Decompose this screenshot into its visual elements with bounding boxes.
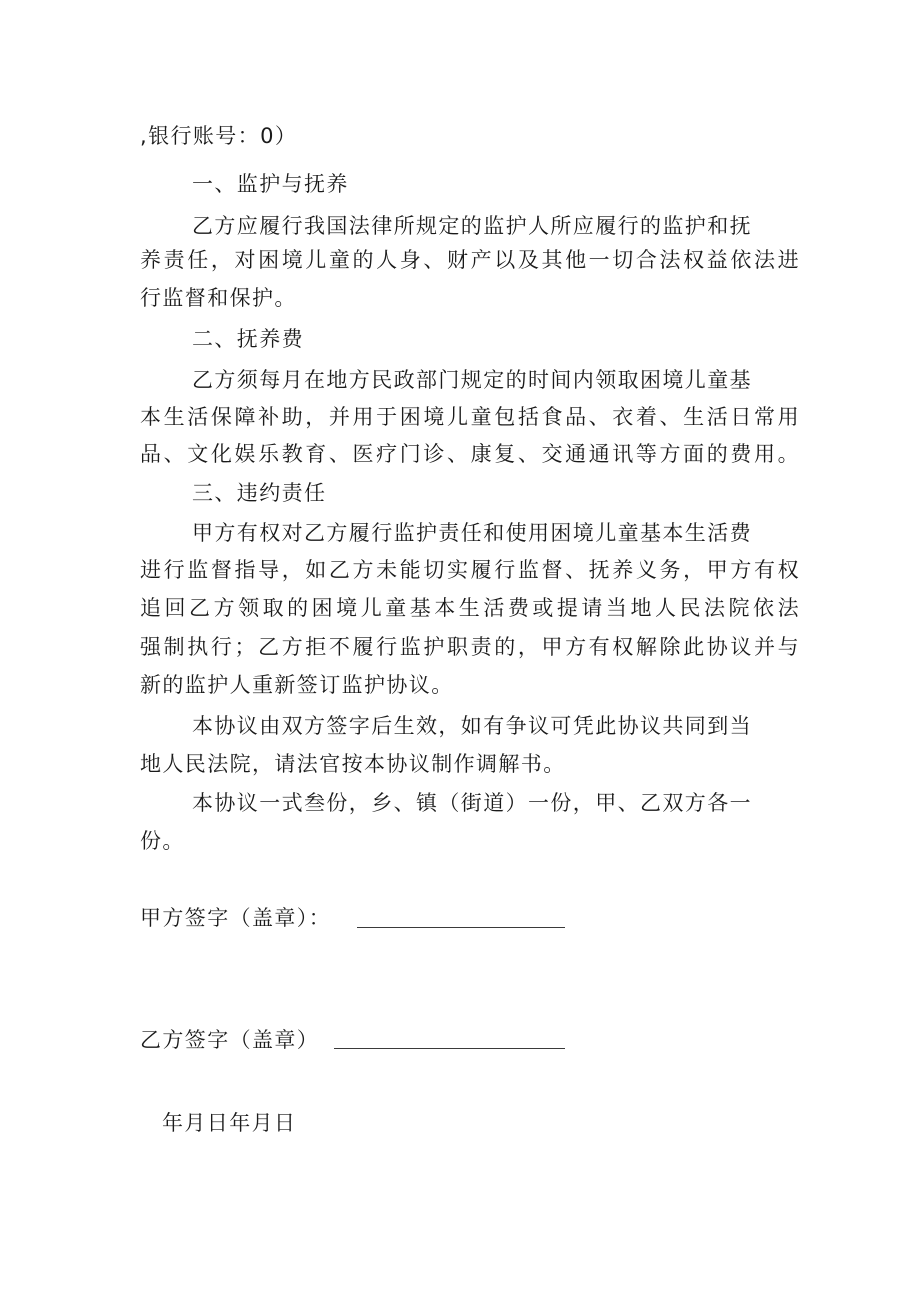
section-heading-liability: 三、违约责任 [192, 481, 327, 505]
paragraph-line: 养责任，对困境儿童的人身、财产以及其他一切合法权益依法进 [140, 248, 800, 272]
paragraph-line: 本生活保障补助，并用于困境儿童包括食品、衣着、生活日常用 [140, 405, 800, 429]
account-continuation: ,银行账号：0） [140, 124, 298, 148]
paragraph-line: 份。 [140, 829, 185, 853]
section-heading-support-fee: 二、抚养费 [192, 327, 304, 351]
party-a-signature-line[interactable] [357, 927, 565, 928]
paragraph-line: 行监督和保护。 [140, 286, 297, 310]
paragraph-line: 本协议一式叁份，乡、镇（街道）一份，甲、乙双方各一 [192, 791, 752, 815]
paragraph-line: 本协议由双方签字后生效，如有争议可凭此协议共同到当 [192, 714, 752, 738]
paragraph-line: 地人民法院，请法官按本协议制作调解书。 [140, 752, 566, 776]
paragraph-line: 新的监护人重新签订监护协议。 [140, 673, 454, 697]
party-a-signature-label: 甲方签字（盖章）： [140, 906, 332, 930]
paragraph-line: 进行监督指导，如乙方未能切实履行监督、抚养义务，甲方有权 [140, 558, 800, 582]
party-b-signature-line[interactable] [334, 1048, 565, 1049]
paragraph-line: 乙方应履行我国法律所规定的监护人所应履行的监护和抚 [192, 214, 752, 238]
date-line: 年月日年月日 [162, 1111, 297, 1135]
section-heading-guardianship: 一、监护与抚养 [192, 172, 349, 196]
paragraph-line: 品、文化娱乐教育、医疗门诊、康复、交通通讯等方面的费用。 [140, 442, 800, 466]
paragraph-line: 甲方有权对乙方履行监护责任和使用困境儿童基本生活费 [192, 521, 752, 545]
paragraph-line: 乙方须每月在地方民政部门规定的时间内领取困境儿童基 [192, 368, 752, 392]
paragraph-line: 强制执行；乙方拒不履行监护职责的，甲方有权解除此协议并与 [140, 635, 800, 659]
paragraph-line: 追回乙方领取的困境儿童基本生活费或提请当地人民法院依法 [140, 596, 800, 620]
party-b-signature-label: 乙方签字（盖章） [140, 1028, 320, 1052]
